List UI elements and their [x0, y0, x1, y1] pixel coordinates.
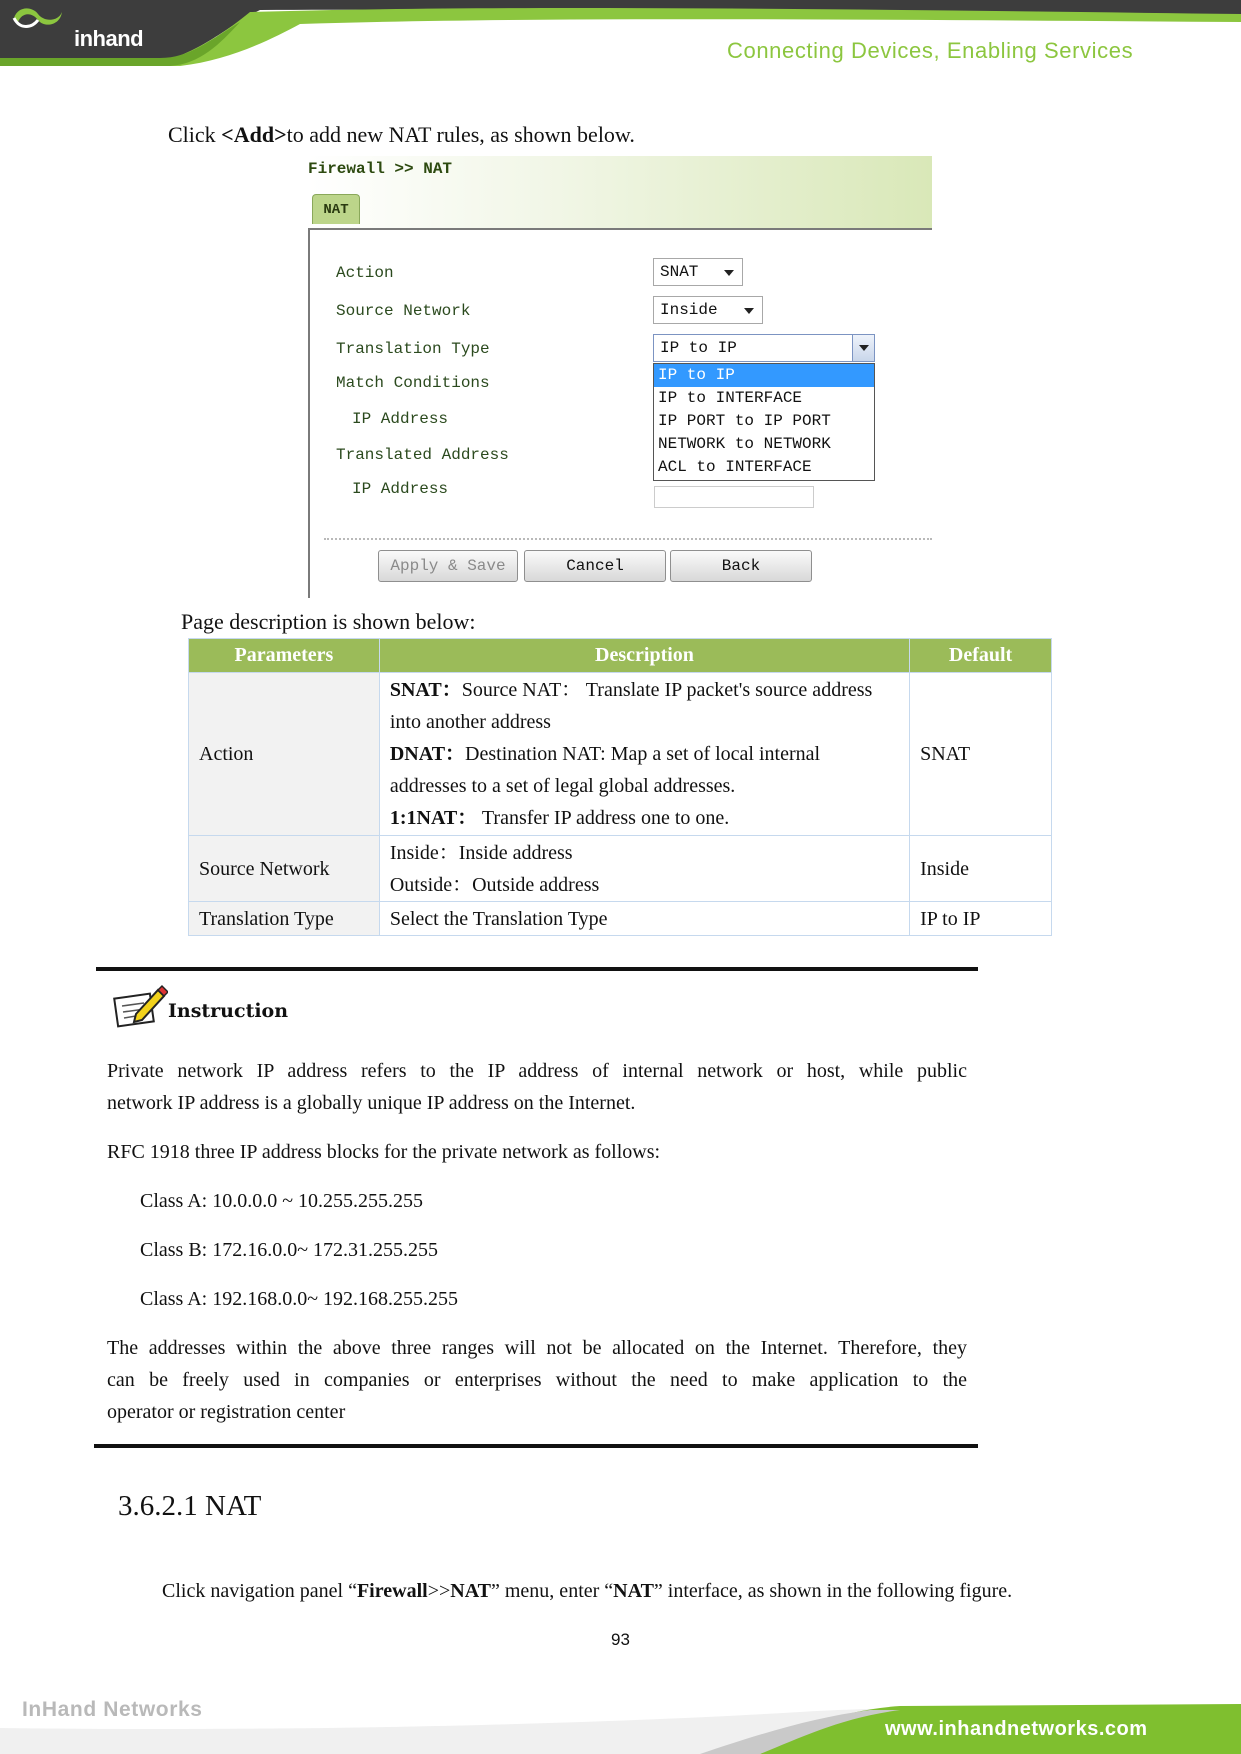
instruction-para1-line1: Private network IP address refers to the IP address of internal network or host, while public	[107, 1060, 967, 1082]
dropdown-option[interactable]: ACL to INTERFACE	[658, 458, 812, 476]
source-network-label: Source Network	[336, 302, 471, 320]
dropdown-arrow-icon[interactable]	[852, 335, 874, 361]
table-row	[189, 902, 1052, 936]
class-b-range: Class B: 172.16.0.0~ 172.31.255.255	[140, 1239, 439, 1261]
page-description-heading: Page description is shown below:	[181, 609, 476, 634]
dropdown-option[interactable]: NETWORK to NETWORK	[658, 435, 831, 453]
intro-suffix: to add new NAT rules, as shown below.	[286, 122, 635, 147]
param-cell: Translation Type	[189, 902, 380, 936]
breadcrumb: Firewall >> NAT	[308, 160, 453, 178]
nav-firewall-term: Firewall	[356, 1580, 428, 1602]
nav-text: >>	[427, 1580, 451, 1602]
instruction-para3-line1: The addresses within the above three ranges will not be allocated on the Internet. Therefore, they	[107, 1337, 967, 1359]
intro-line	[168, 121, 635, 149]
source-network-select-value: Inside	[660, 301, 718, 319]
translated-address-label: Translated Address	[336, 446, 509, 464]
default-cell: IP to IP	[910, 902, 1052, 936]
add-keyword: <Add>	[221, 122, 287, 147]
nav-nat-term: NAT	[613, 1580, 654, 1602]
notepad-pencil-icon	[112, 984, 168, 1028]
description-cell: Select the Translation Type	[379, 902, 909, 936]
table-header: Description	[379, 639, 909, 673]
class-c-range: Class A: 192.168.0.0~ 192.168.255.255	[140, 1288, 459, 1310]
nav-instruction	[162, 1577, 1012, 1605]
snat-term: SNAT：	[389, 679, 462, 701]
section-heading: 3.6.2.1 NAT	[118, 1490, 262, 1522]
footer-company: InHand Networks	[22, 1698, 203, 1721]
match-ip-label: IP Address	[352, 410, 449, 428]
translation-type-select[interactable]	[653, 334, 875, 362]
onenat-term: 1:1NAT：	[389, 807, 478, 829]
nat-screenshot	[308, 156, 932, 598]
dropdown-option[interactable]: IP PORT to IP PORT	[658, 412, 831, 430]
parameter-table	[188, 638, 1052, 936]
source-network-select[interactable]	[653, 296, 763, 324]
table-row	[189, 836, 1052, 902]
instruction-para3-line3: operator or registration center	[107, 1401, 346, 1423]
translation-type-select-value: IP to IP	[660, 339, 737, 357]
action-select[interactable]	[653, 258, 743, 286]
action-select-value: SNAT	[660, 263, 699, 281]
default-cell: SNAT	[910, 673, 1052, 836]
translation-type-dropdown	[653, 363, 875, 481]
nav-text: Click navigation panel “	[162, 1580, 357, 1602]
chevron-down-icon	[724, 270, 734, 276]
table-header: Default	[910, 639, 1052, 673]
dropdown-option[interactable]: IP to INTERFACE	[658, 389, 803, 407]
translation-type-label: Translation Type	[336, 340, 490, 358]
table-row	[189, 673, 1052, 836]
instruction-top-rule	[96, 967, 978, 971]
match-conditions-label: Match Conditions	[336, 374, 490, 392]
description-cell	[379, 673, 909, 836]
onenat-text: Transfer IP address one to one.	[477, 807, 730, 829]
form-divider	[324, 538, 932, 540]
description-cell	[379, 836, 909, 902]
snat-text: Source NAT： Translate IP packet's source address into another address	[389, 679, 873, 733]
apply-save-button[interactable]: Apply & Save	[378, 550, 518, 582]
class-a-range: Class A: 10.0.0.0 ~ 10.255.255.255	[140, 1190, 424, 1212]
action-label: Action	[336, 264, 394, 282]
intro-prefix: Click	[168, 122, 222, 147]
translated-ip-input[interactable]	[654, 486, 814, 508]
nav-nat-term: NAT	[450, 1580, 491, 1602]
inside-desc: Inside：Inside address	[389, 841, 573, 864]
tab-nat[interactable]: NAT	[312, 194, 360, 224]
table-header: Parameters	[189, 639, 380, 673]
dnat-text: Destination NAT: Map a set of local internal addresses to a set of legal global addresses.	[389, 743, 821, 797]
chevron-down-icon	[744, 308, 754, 314]
translated-ip-label: IP Address	[352, 480, 449, 498]
logo-text: inhand	[74, 26, 144, 51]
outside-desc: Outside：Outside address	[389, 873, 600, 896]
dnat-term: DNAT：	[389, 743, 466, 765]
instruction-para3-line2: can be freely used in companies or enterprises without the need to make application to the	[107, 1369, 967, 1391]
dropdown-option[interactable]: IP to IP	[654, 364, 874, 387]
param-cell: Source Network	[189, 836, 380, 902]
instruction-para2: RFC 1918 three IP address blocks for the private network as follows:	[107, 1141, 661, 1163]
inhand-logo-icon	[0, 0, 80, 54]
page-footer	[0, 1688, 1241, 1754]
default-cell: Inside	[910, 836, 1052, 902]
header-tagline: Connecting Devices, Enabling Services	[727, 38, 1134, 63]
table-header-row	[189, 639, 1052, 673]
page-header	[0, 0, 1241, 70]
footer-website: www.inhandnetworks.com	[885, 1718, 1148, 1740]
instruction-bottom-rule	[94, 1444, 978, 1448]
nav-text: ” interface, as shown in the following figure.	[653, 1580, 1013, 1602]
cancel-button[interactable]: Cancel	[524, 550, 666, 582]
instruction-para1-line2: network IP address is a globally unique IP address on the Internet.	[107, 1092, 636, 1114]
instruction-title: Instruction	[168, 1000, 289, 1022]
back-button[interactable]: Back	[670, 550, 812, 582]
param-cell: Action	[189, 673, 380, 836]
page-number: 93	[611, 1630, 630, 1649]
nav-text: ” menu, enter “	[491, 1580, 614, 1602]
